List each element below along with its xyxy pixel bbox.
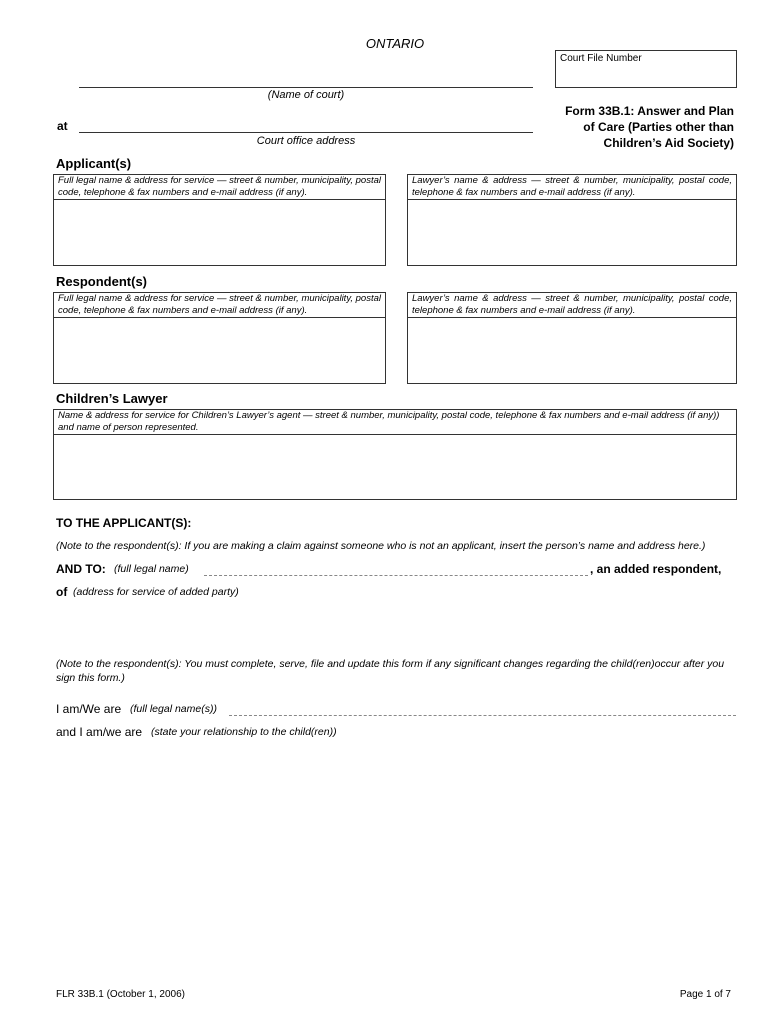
form-title: Form 33B.1: Answer and Plan of Care (Parties other than Children’s Aid Society)	[565, 104, 734, 150]
court-file-number-box[interactable]	[555, 50, 737, 88]
i-am-label: I am/We are	[56, 702, 122, 716]
relationship-hint: (state your relationship to the child(ren))	[151, 726, 337, 738]
respondent-lawyer-caption: Lawyer’s name & address — street & number, municipality, postal code, telephone & fax numbers and e-mail address (if any).	[408, 293, 736, 318]
page-number: Page 1 of 7	[679, 989, 731, 1000]
court-office-address-line[interactable]	[79, 132, 533, 133]
and-to-label: AND TO:	[56, 562, 106, 576]
court-file-number-label: Court File Number	[560, 53, 642, 64]
respondents-heading: Respondent(s)	[56, 274, 147, 289]
applicant-lawyer-caption: Lawyer’s name & address — street & number, municipality, postal code, telephone & fax numbers and e-mail address (if any).	[408, 175, 736, 200]
at-label: at	[57, 119, 68, 133]
form-id: FLR 33B.1 (October 1, 2006)	[56, 989, 185, 1000]
of-hint: (address for service of added party)	[73, 586, 239, 598]
applicant-party-box[interactable]	[53, 174, 386, 266]
to-applicants-heading: TO THE APPLICANT(S):	[56, 516, 192, 530]
court-office-address-label: Court office address	[256, 135, 356, 147]
name-of-court-line[interactable]	[79, 87, 533, 88]
childrens-lawyer-box[interactable]	[53, 409, 737, 500]
full-legal-names-line[interactable]	[229, 715, 736, 716]
and-to-hint: (full legal name)	[114, 563, 189, 575]
respondent-lawyer-box[interactable]	[407, 292, 737, 384]
of-label: of	[56, 585, 68, 599]
note-claim: (Note to the respondent(s): If you are making a claim against someone who is not an applicant, insert the person’s name and address here.)	[56, 540, 706, 552]
name-of-court-label: (Name of court)	[267, 89, 345, 101]
province-title: ONTARIO	[365, 36, 425, 51]
note-update: (Note to the respondent(s): You must complete, serve, file and update this form if any significant changes regarding the child(ren)occur after you sign this form.)	[56, 658, 725, 684]
childrens-lawyer-caption: Name & address for service for Children’s Lawyer’s agent — street & number, municipality, postal code, telephone & fax numbers and e-mail address (if any)) and name of person represented.	[54, 410, 736, 435]
added-respondent-label: , an added respondent,	[590, 562, 722, 576]
childrens-lawyer-heading: Children’s Lawyer	[56, 391, 168, 406]
applicants-heading: Applicant(s)	[56, 156, 132, 171]
i-am-hint: (full legal name(s))	[130, 703, 217, 715]
applicant-lawyer-box[interactable]	[407, 174, 737, 266]
relationship-label: and I am/we are	[56, 725, 143, 739]
applicant-party-caption: Full legal name & address for service — street & number, municipality, postal code, telephone & fax numbers and e-mail address (if any).	[54, 175, 385, 200]
respondent-party-caption: Full legal name & address for service — street & number, municipality, postal code, telephone & fax numbers and e-mail address (if any).	[54, 293, 385, 318]
added-respondent-name-line[interactable]	[204, 575, 588, 576]
respondent-party-box[interactable]	[53, 292, 386, 384]
